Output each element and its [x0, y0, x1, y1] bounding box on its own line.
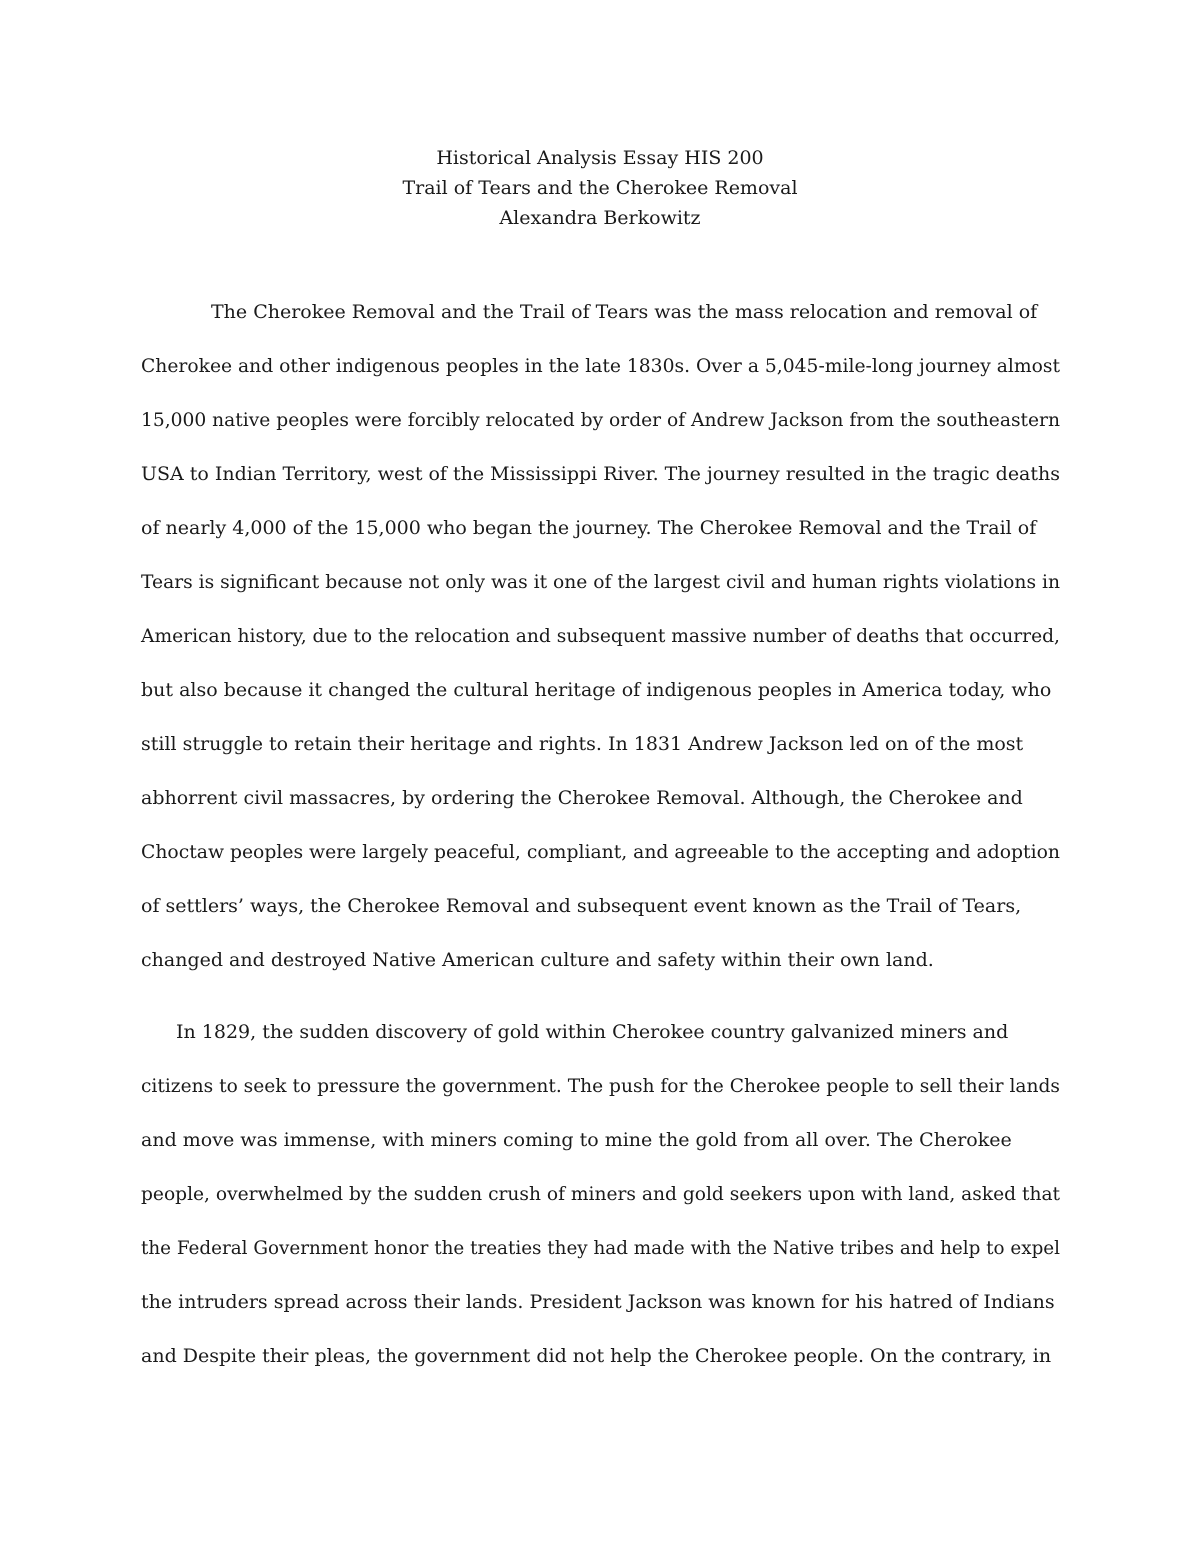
course-line: Historical Analysis Essay HIS 200 [436, 147, 764, 169]
paragraph-line: but also because it changed the cultural heritage of indigenous peoples in America today, who [141, 679, 1052, 701]
paragraph-line: of settlers’ ways, the Cherokee Removal and subsequent event known as the Trail of Tears, [141, 895, 1022, 917]
paragraph-line: Tears is significant because not only was it one of the largest civil and human rights violations in [141, 571, 1061, 593]
paragraph-line: people, overwhelmed by the sudden crush of miners and gold seekers upon with land, asked that [141, 1183, 1061, 1205]
paragraph-line: changed and destroyed Native American culture and safety within their own land. [141, 949, 934, 971]
paragraph-line: still struggle to retain their heritage and rights. In 1831 Andrew Jackson led on of the most [141, 733, 1024, 755]
paragraph-line: citizens to seek to pressure the government. The push for the Cherokee people to sell their lands [141, 1075, 1060, 1097]
paragraph-line: and Despite their pleas, the government did not help the Cherokee people. On the contrary, in [141, 1345, 1052, 1367]
paragraph-line: American history, due to the relocation and subsequent massive number of deaths that occurred, [141, 625, 1060, 647]
paragraph-line: The Cherokee Removal and the Trail of Tears was the mass relocation and removal of [211, 301, 1038, 323]
paragraph-line: 15,000 native peoples were forcibly relocated by order of Andrew Jackson from the southeastern [141, 409, 1060, 431]
essay-title: Trail of Tears and the Cherokee Removal [402, 177, 798, 199]
paragraph-line: of nearly 4,000 of the 15,000 who began the journey. The Cherokee Removal and the Trail of [141, 517, 1037, 539]
paragraph-line: abhorrent civil massacres, by ordering the Cherokee Removal. Although, the Cherokee and [141, 787, 1023, 809]
paragraph-line: the Federal Government honor the treaties they had made with the Native tribes and help to expel [141, 1237, 1061, 1259]
paragraph-line: In 1829, the sudden discovery of gold within Cherokee country galvanized miners and [176, 1021, 1009, 1043]
essay-header [0, 143, 1200, 233]
author-name: Alexandra Berkowitz [499, 207, 701, 229]
paragraph-line: the intruders spread across their lands. President Jackson was known for his hatred of Indians [141, 1291, 1055, 1313]
paragraph-line: Choctaw peoples were largely peaceful, compliant, and agreeable to the accepting and adoption [141, 841, 1060, 863]
paragraph-line: and move was immense, with miners coming to mine the gold from all over. The Cherokee [141, 1129, 1012, 1151]
paragraph-line: USA to Indian Territory, west of the Mississippi River. The journey resulted in the tragic deaths [141, 463, 1061, 485]
paragraph-line: Cherokee and other indigenous peoples in the late 1830s. Over a 5,045-mile-long journey almost [141, 355, 1060, 377]
